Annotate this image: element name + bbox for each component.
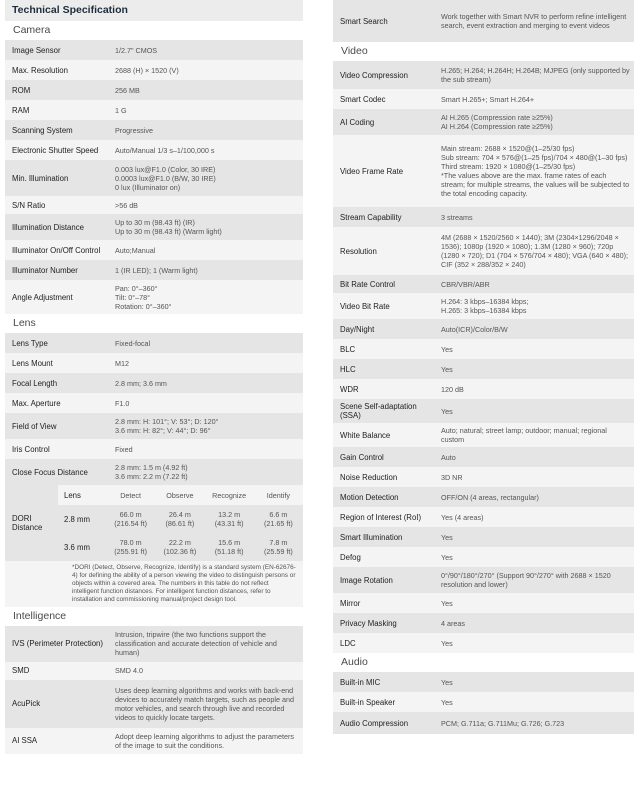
- spec-row-smart-search: [333, 0, 634, 42]
- dori-cell-line: (43.31 ft): [214, 519, 244, 528]
- spec-label: Illuminator On/Off Control: [5, 240, 110, 260]
- spec-value: Yes: [436, 672, 634, 692]
- dori-cell-line: 7.8 m: [269, 538, 288, 547]
- spec-label: Image Rotation: [333, 567, 436, 593]
- dori-column-header: Detect: [106, 485, 155, 505]
- spec-row-bit-rate-control: [333, 275, 634, 293]
- spec-row-smd: [5, 662, 303, 680]
- spec-value: Auto(ICR)/Color/B/W: [436, 319, 634, 339]
- spec-value: [110, 459, 303, 485]
- spec-value: Yes (4 areas): [436, 507, 634, 527]
- spec-title: Technical Specification: [5, 0, 303, 21]
- spec-value: 256 MB: [110, 80, 303, 100]
- spec-label: Illuminator Number: [5, 260, 110, 280]
- spec-value: 1/2.7" CMOS: [110, 40, 303, 60]
- spec-label: Min. Illumination: [5, 160, 110, 196]
- dori-cell-line: (25.59 ft): [263, 547, 293, 556]
- dori-cell-line: (86.61 ft): [165, 519, 195, 528]
- spec-label: Max. Aperture: [5, 393, 110, 413]
- dori-cell-line: 15.6 m: [218, 538, 241, 547]
- spec-value-line: 3.6 mm: 2.2 m (7.22 ft): [115, 472, 188, 481]
- lens-table: [5, 333, 303, 485]
- spec-label: White Balance: [333, 423, 436, 447]
- spec-label: WDR: [333, 379, 436, 399]
- spec-row-scene-self-adaptation-ssa: [333, 399, 634, 423]
- dori-cell-line: 22.2 m: [168, 538, 191, 547]
- spec-label: Audio Compression: [333, 712, 436, 734]
- spec-label: Lens Mount: [5, 353, 110, 373]
- spec-row-max-aperture: [5, 393, 303, 413]
- spec-row-video-compression: [333, 61, 634, 89]
- spec-label: Field of View: [5, 413, 110, 439]
- spec-value-line: 0.003 lux@F1.0 (Color, 30 IRE): [115, 164, 216, 174]
- dori-cell: [106, 505, 155, 533]
- spec-row-field-of-view: [5, 413, 303, 439]
- spec-value-line: AI H.265 (Compression rate ≥25%): [441, 113, 553, 122]
- dori-cell: [205, 505, 254, 533]
- spec-value: CBR/VBR/ABR: [436, 275, 634, 293]
- spec-value: Yes: [436, 359, 634, 379]
- spec-value: Auto/Manual 1/3 s–1/100,000 s: [110, 140, 303, 160]
- spec-value: OFF/ON (4 areas, rectangular): [436, 487, 634, 507]
- spec-label: Mirror: [333, 593, 436, 613]
- spec-label: Privacy Masking: [333, 613, 436, 633]
- spec-label: Built-in Speaker: [333, 692, 436, 712]
- spec-row-stream-capability: [333, 207, 634, 227]
- spec-row-gain-control: [333, 447, 634, 467]
- spec-value: Adopt deep learning algorithms to adjust the parameters of the image to suit the conditions.: [110, 728, 303, 754]
- spec-row-motion-detection: [333, 487, 634, 507]
- dori-cell-line: (216.54 ft): [114, 519, 147, 528]
- spec-value-line: Rotation: 0°–360°: [115, 301, 172, 311]
- spec-label: Gain Control: [333, 447, 436, 467]
- spec-row-lens-type: [5, 333, 303, 353]
- spec-row-video-frame-rate: [333, 135, 634, 207]
- spec-value: Uses deep learning algorithms and works with back-end devices to accurately match targets, such as people and motor vehicles, and search through live and recorded videos to quickly locate targets.: [110, 680, 303, 728]
- spec-label: AI SSA: [5, 728, 110, 754]
- spec-row-close-focus-distance: [5, 459, 303, 485]
- video-heading: Video: [333, 42, 634, 61]
- spec-label: Focal Length: [5, 373, 110, 393]
- spec-value: PCM; G.711a; G.711Mu; G.726; G.723: [436, 712, 634, 734]
- spec-value: [110, 214, 303, 240]
- spec-value-line: 2.8 mm: 1.5 m (4.92 ft): [115, 463, 188, 472]
- spec-row-smart-illumination: [333, 527, 634, 547]
- spec-label: AI Coding: [333, 109, 436, 135]
- spec-value: Progressive: [110, 120, 303, 140]
- spec-label: Day/Night: [333, 319, 436, 339]
- spec-value: [436, 109, 634, 135]
- spec-value: H.265; H.264; H.264H; H.264B; MJPEG (only supported by the sub stream): [436, 61, 634, 89]
- spec-value: Smart H.265+; Smart H.264+: [436, 89, 634, 109]
- spec-value: Yes: [436, 399, 634, 423]
- spec-label: Motion Detection: [333, 487, 436, 507]
- spec-value: 3 streams: [436, 207, 634, 227]
- camera-heading: Camera: [5, 21, 303, 40]
- spec-row-white-balance: [333, 423, 634, 447]
- spec-row-ram: [5, 100, 303, 120]
- spec-label: Smart Codec: [333, 89, 436, 109]
- spec-row-ai-ssa: [5, 728, 303, 754]
- dori-cell: [254, 505, 303, 533]
- intelligence-table: [5, 626, 303, 754]
- spec-label: BLC: [333, 339, 436, 359]
- spec-label: Video Compression: [333, 61, 436, 89]
- dori-cell-line: (255.91 ft): [114, 547, 147, 556]
- spec-value-line: AI H.264 (Compression rate ≥25%): [441, 122, 553, 131]
- spec-value: >56 dB: [110, 196, 303, 214]
- dori-cell-line: (51.18 ft): [214, 547, 244, 556]
- spec-value-line: Up to 30 m (98.43 ft) (IR): [115, 218, 195, 227]
- spec-row-audio-compression: [333, 712, 634, 734]
- spec-value-line: Tilt: 0°–78°: [115, 292, 151, 302]
- spec-value: Fixed-focal: [110, 333, 303, 353]
- spec-value-line: Third stream: 1920 × 1080@(1–25/30 fps): [441, 162, 576, 171]
- spec-row-hlc: [333, 359, 634, 379]
- dori-column-header: Observe: [155, 485, 204, 505]
- spec-row-built-in-mic: [333, 672, 634, 692]
- smart-search-table: [333, 0, 634, 42]
- spec-label: Resolution: [333, 227, 436, 275]
- spec-value: Intrusion, tripwire (the two functions support the classification and accurate detection of vehicle and human): [110, 626, 303, 662]
- spec-value-line: 0.0003 lux@F1.0 (B/W, 30 IRE): [115, 173, 216, 183]
- dori-cell-line: (21.65 ft): [263, 519, 293, 528]
- dori-cell-line: 66.0 m: [119, 510, 142, 519]
- spec-row-image-sensor: [5, 40, 303, 60]
- spec-value: Yes: [436, 593, 634, 613]
- spec-value: 2.8 mm; 3.6 mm: [110, 373, 303, 393]
- spec-row-noise-reduction: [333, 467, 634, 487]
- dori-note: *DORI (Detect, Observe, Recognize, Identify) is a standard system (EN-62676-4) for defining the ability of a person viewing the video to distinguish persons or objects within a covered area. The numbers in this table do not reflect intelligent function distances. For intelligent function distances, refer to installation and commissioning manual/project design tool.: [5, 561, 303, 607]
- spec-value: [110, 280, 303, 314]
- spec-value-line: H.264: 3 kbps–16384 kbps;: [441, 297, 529, 306]
- spec-row-day-night: [333, 319, 634, 339]
- spec-value: M12: [110, 353, 303, 373]
- spec-label: Close Focus Distance: [5, 459, 110, 485]
- dori-cell-line: 78.0 m: [119, 538, 142, 547]
- spec-row-illuminator-on-off-control: [5, 240, 303, 260]
- spec-label: Angle Adjustment: [5, 280, 110, 314]
- video-table: [333, 61, 634, 653]
- dori-cell: [155, 533, 204, 561]
- spec-row-wdr: [333, 379, 634, 399]
- spec-label: Scanning System: [5, 120, 110, 140]
- dori-cell: [155, 505, 204, 533]
- spec-value: Auto: [436, 447, 634, 467]
- spec-value: Fixed: [110, 439, 303, 459]
- dori-cell-line: 6.6 m: [269, 510, 288, 519]
- spec-label: Noise Reduction: [333, 467, 436, 487]
- spec-row-illuminator-number: [5, 260, 303, 280]
- dori-cell-line: 13.2 m: [218, 510, 241, 519]
- audio-heading: Audio: [333, 653, 634, 672]
- spec-label: Video Bit Rate: [333, 293, 436, 319]
- dori-cell: [106, 533, 155, 561]
- spec-row-image-rotation: [333, 567, 634, 593]
- spec-row-min-illumination: [5, 160, 303, 196]
- spec-value: 0°/90°/180°/270° (Support 90°/270° with 2688 × 1520 resolution and lower): [436, 567, 634, 593]
- spec-row-mirror: [333, 593, 634, 613]
- spec-row-privacy-masking: [333, 613, 634, 633]
- spec-row-resolution: [333, 227, 634, 275]
- lens-heading: Lens: [5, 314, 303, 333]
- spec-label: ROM: [5, 80, 110, 100]
- spec-label: Image Sensor: [5, 40, 110, 60]
- spec-value: [436, 135, 634, 207]
- spec-row-max-resolution: [5, 60, 303, 80]
- spec-value-line: H.265: 3 kbps–16384 kbps: [441, 306, 527, 315]
- spec-row-ivs-perimeter-protection: [5, 626, 303, 662]
- spec-value: 4M (2688 × 1520/2560 × 1440); 3M (2304×1296/2048 × 1536); 1080p (1920 × 1080); 1.3M (1280 × 960); 720p (1280 × 720); D1 (704 × 576/704 × 480); VGA (640 × 480); CIF (352 × 288/352 × 240): [436, 227, 634, 275]
- spec-label: AcuPick: [5, 680, 110, 728]
- spec-row-region-of-interest-roi: [333, 507, 634, 527]
- spec-value-line: 3.6 mm: H: 82°; V: 44°; D: 96°: [115, 426, 211, 435]
- spec-label: Scene Self-adaptation (SSA): [333, 399, 436, 423]
- spec-label: Smart Search: [333, 0, 436, 42]
- spec-row-acupick: [5, 680, 303, 728]
- spec-value: Auto; natural; street lamp; outdoor; manual; regional custom: [436, 423, 634, 447]
- spec-value: Work together with Smart NVR to perform refine intelligent search, event extraction and merging to event videos: [436, 0, 634, 42]
- spec-label: LDC: [333, 633, 436, 653]
- spec-value: [110, 160, 303, 196]
- spec-value: Yes: [436, 692, 634, 712]
- spec-value-line: Pan: 0°–360°: [115, 283, 158, 293]
- spec-value: 2688 (H) × 1520 (V): [110, 60, 303, 80]
- spec-value: 4 areas: [436, 613, 634, 633]
- spec-value-line: Main stream: 2688 × 1520@(1–25/30 fps): [441, 144, 575, 153]
- spec-value: 3D NR: [436, 467, 634, 487]
- spec-value: [436, 293, 634, 319]
- dori-lens-value: 2.8 mm: [58, 505, 106, 533]
- spec-value: 120 dB: [436, 379, 634, 399]
- dori-cell: [205, 533, 254, 561]
- spec-label: Bit Rate Control: [333, 275, 436, 293]
- spec-value-line: Sub stream: 704 × 576@(1–25 fps)/704 × 480@(1–30 fps): [441, 153, 628, 162]
- spec-label: SMD: [5, 662, 110, 680]
- spec-value: 1 (IR LED); 1 (Warm light): [110, 260, 303, 280]
- spec-label: Illumination Distance: [5, 214, 110, 240]
- spec-value: Yes: [436, 547, 634, 567]
- spec-value-line: Up to 30 m (98.43 ft) (Warm light): [115, 227, 222, 236]
- spec-label: IVS (Perimeter Protection): [5, 626, 110, 662]
- spec-value: 1 G: [110, 100, 303, 120]
- spec-label: Lens Type: [5, 333, 110, 353]
- camera-table: [5, 40, 303, 314]
- dori-cell-line: (102.36 ft): [163, 547, 197, 556]
- dori-label-line: DORI: [12, 514, 32, 523]
- spec-row-lens-mount: [5, 353, 303, 373]
- spec-label: HLC: [333, 359, 436, 379]
- spec-value: Yes: [436, 339, 634, 359]
- spec-label: Smart Illumination: [333, 527, 436, 547]
- dori-label-line: Distance: [12, 523, 43, 532]
- spec-value: Auto;Manual: [110, 240, 303, 260]
- spec-row-angle-adjustment: [5, 280, 303, 314]
- spec-value: Yes: [436, 633, 634, 653]
- spec-row-electronic-shutter-speed: [5, 140, 303, 160]
- spec-label: Iris Control: [5, 439, 110, 459]
- dori-column-header: Recognize: [205, 485, 254, 505]
- dori-cell: [254, 533, 303, 561]
- spec-label: Max. Resolution: [5, 60, 110, 80]
- dori-label: [5, 485, 58, 561]
- spec-row-ldc: [333, 633, 634, 653]
- dori-lens-value: 3.6 mm: [58, 533, 106, 561]
- intelligence-heading: Intelligence: [5, 607, 303, 626]
- spec-value-line: 0 lux (Illuminator on): [115, 182, 181, 192]
- dori-column-header: Identify: [254, 485, 303, 505]
- audio-table: [333, 672, 634, 734]
- spec-value-line: 2.8 mm: H: 101°; V: 53°; D: 120°: [115, 417, 219, 426]
- spec-row-scanning-system: [5, 120, 303, 140]
- spec-value: SMD 4.0: [110, 662, 303, 680]
- spec-row-built-in-speaker: [333, 692, 634, 712]
- spec-value-line: *The values above are the max. frame rates of each stream; for multiple streams, the values will be subjected to the total encoding capacity.: [441, 171, 630, 198]
- dori-header-row: [5, 485, 303, 505]
- spec-value: F1.0: [110, 393, 303, 413]
- spec-row-rom: [5, 80, 303, 100]
- spec-column-left: [5, 0, 303, 754]
- spec-row-video-bit-rate: [333, 293, 634, 319]
- spec-label: Built-in MIC: [333, 672, 436, 692]
- dori-cell-line: 26.4 m: [168, 510, 191, 519]
- spec-label: Defog: [333, 547, 436, 567]
- spec-label: Stream Capability: [333, 207, 436, 227]
- spec-label: Video Frame Rate: [333, 135, 436, 207]
- spec-label: Region of Interest (RoI): [333, 507, 436, 527]
- dori-table: [5, 485, 303, 561]
- spec-row-smart-codec: [333, 89, 634, 109]
- spec-row-defog: [333, 547, 634, 567]
- spec-column-right: [333, 0, 634, 734]
- spec-value: [110, 413, 303, 439]
- spec-row-iris-control: [5, 439, 303, 459]
- spec-row-focal-length: [5, 373, 303, 393]
- spec-row-s-n-ratio: [5, 196, 303, 214]
- spec-row-blc: [333, 339, 634, 359]
- dori-lens-header: Lens: [58, 485, 106, 505]
- spec-row-illumination-distance: [5, 214, 303, 240]
- spec-label: RAM: [5, 100, 110, 120]
- spec-row-ai-coding: [333, 109, 634, 135]
- spec-label: Electronic Shutter Speed: [5, 140, 110, 160]
- spec-label: S/N Ratio: [5, 196, 110, 214]
- spec-value: Yes: [436, 527, 634, 547]
